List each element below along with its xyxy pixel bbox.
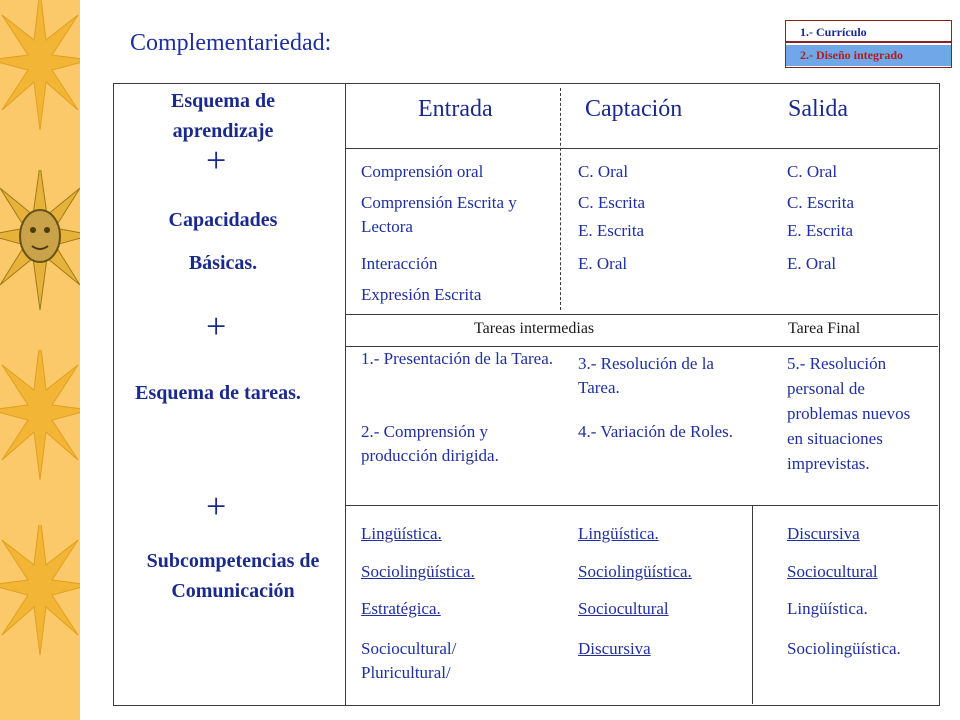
section-nav xyxy=(785,20,952,68)
tarea-item: 4.- Variación de Roles. xyxy=(578,422,734,441)
salida-item: C. Oral xyxy=(787,162,838,181)
subcompetencia-link[interactable]: Discursiva xyxy=(787,524,860,543)
tarea-item: 1.- Presentación de la Tarea. xyxy=(361,349,554,368)
label-basicas: Básicas. xyxy=(188,252,258,274)
sun-face-icon xyxy=(0,170,80,320)
entrada-item: Expresión Escrita xyxy=(361,285,482,304)
plus-sign: + xyxy=(206,140,227,180)
subcompetencia-link[interactable]: Sociocultural xyxy=(787,562,878,581)
label-capacidades: Capacidades xyxy=(168,209,278,231)
subcompetencia-item: Lingüística. xyxy=(787,599,868,618)
tarea-final-item: 5.- Resolución personal de problemas nuevos en situaciones imprevistas. xyxy=(787,354,911,473)
tareas-intermedias-label: Tareas intermedias xyxy=(474,320,595,337)
nav-item-diseno-integrado[interactable]: 2.- Diseño integrado xyxy=(786,45,951,66)
entrada-item: Comprensión oral xyxy=(361,162,484,181)
column-divider xyxy=(345,83,346,705)
header-entrada: Entrada xyxy=(418,96,493,122)
row-divider xyxy=(345,505,938,506)
subcompetencia-link[interactable]: Discursiva xyxy=(578,639,651,658)
header-salida: Salida xyxy=(788,96,848,122)
row-divider xyxy=(345,314,938,315)
tarea-item: 3.- Resolución de la Tarea. xyxy=(578,354,714,397)
subcompetencia-link[interactable]: Sociocultural xyxy=(578,599,669,618)
sun-icon xyxy=(0,0,80,150)
tarea-item: 2.- Comprensión y producción dirigida. xyxy=(361,422,499,465)
label-esquema-tareas: Esquema de tareas. xyxy=(135,382,301,404)
label-subcompetencias: Subcompetencias de Comunicación xyxy=(146,550,320,602)
subcompetencia-item: Sociolingüística. xyxy=(787,639,901,658)
salida-item: E. Oral xyxy=(787,254,837,273)
subcompetencia-link[interactable]: Sociolingüística. xyxy=(361,562,475,581)
sun-icon xyxy=(0,525,80,675)
dashed-divider xyxy=(560,88,561,310)
captacion-item: E. Escrita xyxy=(578,221,645,240)
salida-item: C. Escrita xyxy=(787,193,855,212)
label-esquema-aprendizaje: Esquema de aprendizaje xyxy=(171,90,275,142)
subcompetencia-link[interactable]: Estratégica. xyxy=(361,599,441,618)
column-divider xyxy=(752,505,753,704)
subcompetencia-item: Sociocultural/ Pluricultural/ xyxy=(361,639,457,682)
plus-sign: + xyxy=(206,306,227,346)
sun-icon xyxy=(0,350,80,500)
subcompetencia-link[interactable]: Lingüística. xyxy=(578,524,659,543)
subcompetencia-link[interactable]: Lingüística. xyxy=(361,524,442,543)
captacion-item: C. Oral xyxy=(578,162,629,181)
captacion-item: C. Escrita xyxy=(578,193,646,212)
entrada-item: Interacción xyxy=(361,254,438,273)
row-divider xyxy=(345,148,938,149)
header-captacion: Captación xyxy=(585,96,683,122)
plus-sign: + xyxy=(206,486,227,526)
page-title: Complementariedad: xyxy=(130,30,332,56)
tarea-final-label: Tarea Final xyxy=(788,320,861,337)
captacion-item: E. Oral xyxy=(578,254,628,273)
salida-item: E. Escrita xyxy=(787,221,854,240)
subcompetencia-link[interactable]: Sociolingüística. xyxy=(578,562,692,581)
nav-item-curriculo[interactable]: 1.- Currículo xyxy=(786,21,951,43)
decorative-sidebar xyxy=(0,0,80,720)
entrada-item: Comprensión Escrita y Lectora xyxy=(361,193,517,236)
